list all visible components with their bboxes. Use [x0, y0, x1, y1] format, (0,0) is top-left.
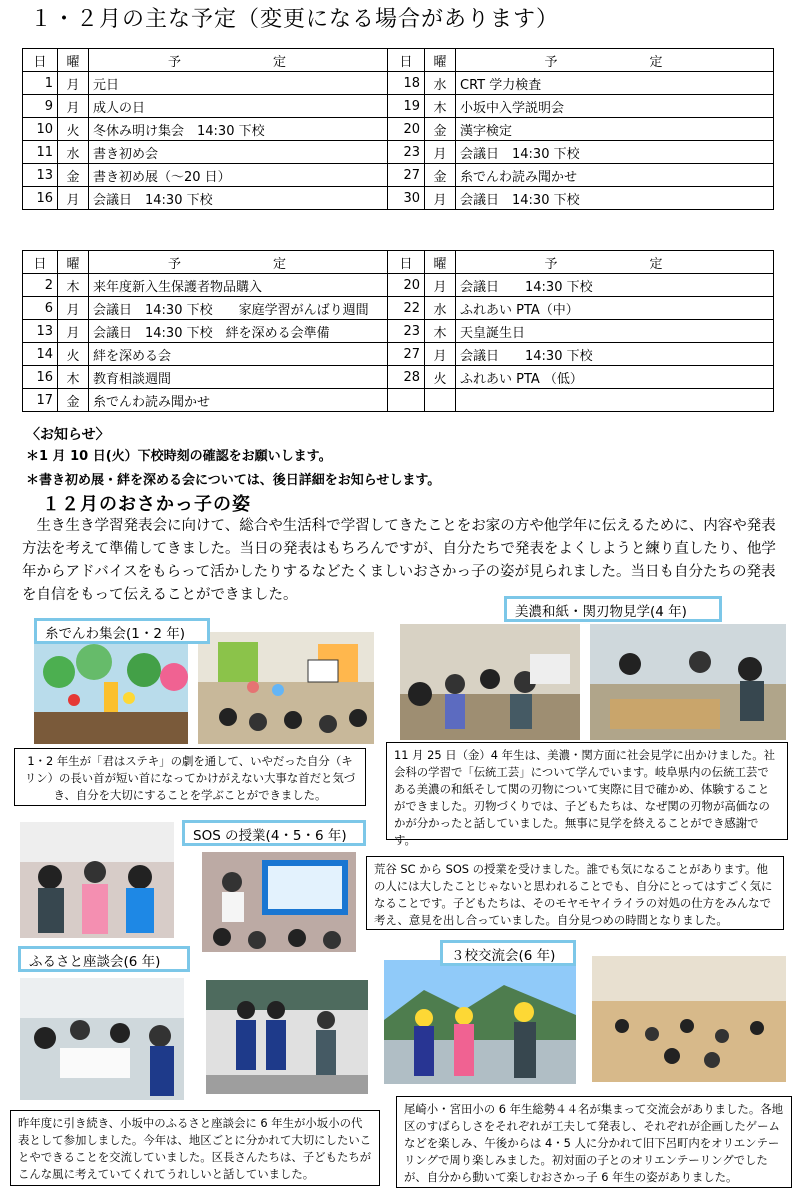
- notice-item: ＊1 月 10 日(火）下校時刻の確認をお願いします。: [26, 449, 332, 464]
- cell-dow: 金: [58, 389, 89, 412]
- cell-event: 元日: [89, 72, 388, 95]
- page-title: １・２月の主な予定（変更になる場合があります）: [30, 7, 560, 32]
- cell-event: 書き初め展（～20 日）: [89, 164, 388, 187]
- cell-day: 9: [23, 95, 58, 118]
- intro-paragraph: 生き生き学習発表会に向けて、総合や生活科で学習してきたことをお家の方や他学年に伝えるために、内容や発表方法を考えて準備してきました。当日の発表はもちろんですが、自分たちで発表をよくしようと練り直したり、他学年からアドバイスをもらって活かしたりするなどたくましいおさかっ子の姿が見られました。当日も自分たちの発表を自信をもって伝えることができました。: [22, 518, 776, 603]
- header-day: 日: [388, 49, 425, 72]
- caption-furusato: 昨年度に引き続き、小坂中のふるさと座談会に 6 年生が小坂小の代表として参加しました。今年は、地区ごとに分かれて大切にしたいことやできることを交流していました。区長さんたちは、子どもたちがこんな風に考えていてくれてうれしいと話していました。: [10, 1110, 380, 1186]
- table-row: [23, 164, 774, 187]
- cell-event: [456, 389, 774, 412]
- table-row: [23, 297, 774, 320]
- table-row: [23, 118, 774, 141]
- cell-dow: 木: [425, 95, 456, 118]
- cell-day: 6: [23, 297, 58, 320]
- label-sos: SOS の授業(4・5・6 年): [182, 820, 366, 846]
- cell-event: 成人の日: [89, 95, 388, 118]
- cell-event: 会議日 14:30 下校: [456, 343, 774, 366]
- cell-dow: 火: [425, 366, 456, 389]
- cell-dow: 月: [58, 297, 89, 320]
- cell-event: ふれあい PTA （低）: [456, 366, 774, 389]
- cell-dow: 月: [58, 187, 89, 210]
- cell-event: 会議日 14:30 下校: [456, 187, 774, 210]
- cell-day: 13: [23, 164, 58, 187]
- photo-furusato-discussion: [20, 978, 184, 1100]
- cell-day: 28: [388, 366, 425, 389]
- cell-day: 19: [388, 95, 425, 118]
- cell-day: 23: [388, 141, 425, 164]
- table-row: [23, 366, 774, 389]
- notice-item: ＊書き初め展・絆を深める会については、後日詳細をお知らせします。: [26, 473, 441, 488]
- notice-heading: 〈お知らせ〉: [26, 427, 110, 443]
- cell-event: 来年度新入生保護者物品購入: [89, 274, 388, 297]
- label-mino: 美濃和紙・関刃物見学(4 年): [504, 596, 722, 622]
- cell-day: 18: [388, 72, 425, 95]
- section-title: １２月のおさかっ子の姿: [42, 494, 251, 515]
- cell-day: 10: [23, 118, 58, 141]
- cell-day: 11: [23, 141, 58, 164]
- cell-day: 23: [388, 320, 425, 343]
- header-day: 日: [388, 251, 425, 274]
- cell-dow: 水: [425, 297, 456, 320]
- cell-dow: 月: [425, 187, 456, 210]
- cell-event: 漢字検定: [456, 118, 774, 141]
- header-event: 予 定: [456, 251, 774, 274]
- photo-itodenwa-stage: [34, 632, 188, 744]
- table-row: [23, 343, 774, 366]
- cell-event: 冬休み明け集会 14:30 下校: [89, 118, 388, 141]
- cell-day: 20: [388, 274, 425, 297]
- cell-dow: 月: [425, 274, 456, 297]
- label-sanko: ３校交流会(6 年): [440, 940, 576, 966]
- cell-dow: 火: [58, 118, 89, 141]
- label-furusato: ふるさと座談会(6 年): [18, 946, 190, 972]
- cell-day: 16: [23, 187, 58, 210]
- cell-event: 会議日 14:30 下校 家庭学習がんばり週間: [89, 297, 388, 320]
- cell-day: 1: [23, 72, 58, 95]
- cell-dow: 木: [425, 320, 456, 343]
- photo-mino-washi: [400, 624, 580, 740]
- caption-sanko: 尾崎小・宮田小の 6 年生総勢４４名が集まって交流会がありました。各地区のすばらしさをそれぞれが工夫して発表し、それぞれが企画したゲームなどを楽しみ、午後からは 4・5 人に分かれて旧下呂町内をオリエンテーリングで周り楽しみました。初対面の子とのオリエンテーリングでしたが、自分から動いて楽しむおさかっ子 6 年生の姿がありました。: [396, 1096, 792, 1188]
- cell-dow: 木: [58, 274, 89, 297]
- photo-furusato-presenters: [206, 980, 368, 1094]
- caption-itodenwa: 1・2 年生が「君はステキ」の劇を通して、いやだった自分（キリン）の長い首が短い首になってかけがえない大事な首だと気づき、自分を大切にすることを学ぶことができました。: [14, 748, 366, 806]
- cell-event: 糸でんわ読み聞かせ: [89, 389, 388, 412]
- photo-itodenwa-audience: [198, 632, 374, 744]
- photo-sanko-outdoor: [384, 960, 576, 1084]
- label-itodenwa: 糸でんわ集会(1・2 年): [34, 618, 210, 644]
- cell-dow: 月: [58, 320, 89, 343]
- cell-event: 小坂中入学説明会: [456, 95, 774, 118]
- cell-event: 書き初め会: [89, 141, 388, 164]
- cell-dow: 水: [58, 141, 89, 164]
- table-row: [23, 274, 774, 297]
- header-day: 日: [23, 49, 58, 72]
- cell-day: 2: [23, 274, 58, 297]
- cell-day: 27: [388, 343, 425, 366]
- cell-day: 27: [388, 164, 425, 187]
- cell-dow: 月: [425, 343, 456, 366]
- header-event: 予 定: [89, 49, 388, 72]
- cell-event: 会議日 14:30 下校: [456, 141, 774, 164]
- cell-event: 会議日 14:30 下校: [456, 274, 774, 297]
- cell-dow: 木: [58, 366, 89, 389]
- cell-dow: 金: [425, 164, 456, 187]
- cell-dow: 火: [58, 343, 89, 366]
- table-row: [23, 187, 774, 210]
- table-row: [23, 389, 774, 412]
- cell-day: 22: [388, 297, 425, 320]
- cell-dow: 月: [58, 72, 89, 95]
- table-header-row: [23, 251, 774, 274]
- caption-mino: 11 月 25 日（金）4 年生は、美濃・関方面に社会見学に出かけました。社会科の学習で「伝統工芸」について学んでいます。岐阜県内の伝統工芸である美濃の和紙そして関の刃物について実際に目で確かめ、体験することができました。刃物づくりでは、子どもたちは、なぜ関の刃物が高価なのかが分かったと話していました。無事に見学を終えることができ感謝です。: [386, 742, 788, 840]
- cell-event: 絆を深める会: [89, 343, 388, 366]
- header-dow: 曜: [58, 251, 89, 274]
- cell-day: 17: [23, 389, 58, 412]
- caption-sos: 荒谷 SC から SOS の授業を受けました。誰でも気になることがあります。他の人には大したことじゃないと思われることでも、自分にとってはすごく気になることです。子どもたちは、そのモヤモヤイライラの対処の仕方をみんなで考え、意見を出し合っていました。自分見つめの時間となりました。: [366, 856, 784, 930]
- header-event: 予 定: [89, 251, 388, 274]
- cell-day: 20: [388, 118, 425, 141]
- photo-sos-group: [20, 822, 174, 938]
- table-row: [23, 141, 774, 164]
- cell-day: [388, 389, 425, 412]
- photo-seki-cutlery: [590, 624, 786, 740]
- cell-event: 教育相談週間: [89, 366, 388, 389]
- cell-day: 13: [23, 320, 58, 343]
- cell-event: 会議日 14:30 下校: [89, 187, 388, 210]
- header-dow: 曜: [425, 49, 456, 72]
- cell-dow: [425, 389, 456, 412]
- cell-dow: 金: [425, 118, 456, 141]
- photo-sanko-gym: [592, 956, 786, 1082]
- photo-sos-class: [202, 852, 356, 952]
- table-row: [23, 95, 774, 118]
- header-day: 日: [23, 251, 58, 274]
- table-row: [23, 320, 774, 343]
- cell-day: 16: [23, 366, 58, 389]
- cell-event: 会議日 14:30 下校 絆を深める会準備: [89, 320, 388, 343]
- cell-day: 30: [388, 187, 425, 210]
- february-schedule-table: [22, 250, 774, 412]
- cell-event: ふれあい PTA（中）: [456, 297, 774, 320]
- table-row: [23, 72, 774, 95]
- cell-dow: 月: [425, 141, 456, 164]
- january-schedule-table: [22, 48, 774, 210]
- header-dow: 曜: [425, 251, 456, 274]
- cell-dow: 月: [58, 95, 89, 118]
- cell-dow: 金: [58, 164, 89, 187]
- cell-event: 天皇誕生日: [456, 320, 774, 343]
- table-header-row: [23, 49, 774, 72]
- cell-day: 14: [23, 343, 58, 366]
- cell-dow: 水: [425, 72, 456, 95]
- header-event: 予 定: [456, 49, 774, 72]
- header-dow: 曜: [58, 49, 89, 72]
- cell-event: 糸でんわ読み聞かせ: [456, 164, 774, 187]
- cell-event: CRT 学力検査: [456, 72, 774, 95]
